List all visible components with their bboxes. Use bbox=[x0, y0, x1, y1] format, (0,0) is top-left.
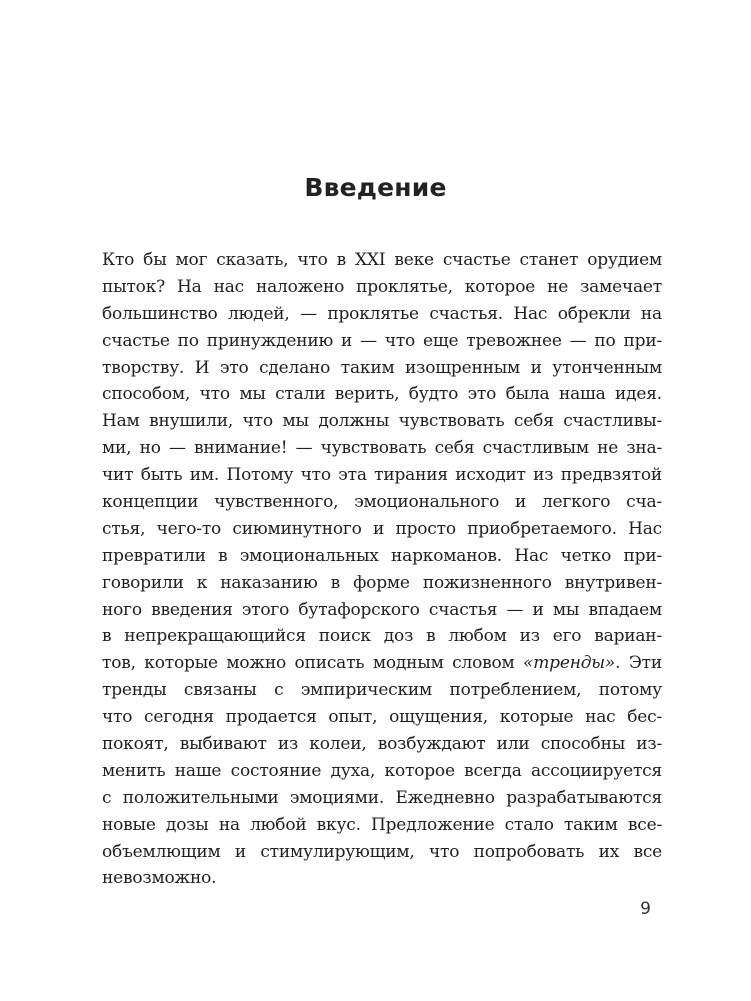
text-line: Нам внушили, что мы должны чувствовать себя счастливы- bbox=[102, 411, 662, 432]
text-line-with-italic bbox=[102, 650, 662, 677]
text-line: менить наше состояние духа, которое всегда ассоциируется bbox=[102, 760, 662, 781]
italic-term: «тренды» bbox=[523, 653, 616, 674]
text-line: творству. И это сделано таким изощренным и утонченным bbox=[102, 357, 662, 378]
text-line: с положительными эмоциями. Ежедневно разрабатываются bbox=[102, 787, 662, 808]
chapter-title: Введение bbox=[304, 173, 447, 202]
text-segment: . Эти bbox=[615, 653, 662, 674]
text-line: ми, но — внимание! — чувствовать себя счастливым не зна- bbox=[102, 438, 662, 459]
text-line: стья, чего-то сиюминутного и просто приобретаемого. Нас bbox=[102, 518, 662, 539]
text-line: пыток? На нас наложено проклятье, которое не замечает bbox=[102, 276, 662, 297]
text-line: что сегодня продается опыт, ощущения, которые нас бес- bbox=[102, 707, 662, 728]
page-number: 9 bbox=[640, 899, 651, 919]
text-line: новые дозы на любой вкус. Предложение стало таким все- bbox=[102, 814, 662, 835]
text-line: Кто бы мог сказать, что в XXI веке счастье станет орудием bbox=[102, 250, 662, 270]
text-line: превратили в эмоциональных наркоманов. Нас четко при- bbox=[102, 545, 662, 566]
text-line: большинство людей, — проклятье счастья. Нас обрекли на bbox=[102, 303, 662, 324]
text-line: концепции чувственного, эмоционального и легкого сча- bbox=[102, 492, 662, 513]
text-line: тренды связаны с эмпирическим потреблением, потому bbox=[102, 680, 662, 701]
text-line: чит быть им. Потому что эта тирания исходит из предвзятой bbox=[102, 465, 662, 486]
text-line: ного введения этого бутафорского счастья — и мы впадаем bbox=[102, 599, 662, 620]
text-line: способом, что мы стали верить, будто это была наша идея. bbox=[102, 384, 662, 405]
text-line: объемлющим и стимулирующим, что попробовать их все bbox=[102, 841, 662, 862]
text-segment: тов, которые можно описать модным словом bbox=[102, 653, 515, 674]
text-line: счастье по принуждению и — что еще тревожнее — по при- bbox=[102, 330, 662, 351]
text-line: покоят, выбивают из колеи, возбуждают или способны из- bbox=[102, 734, 662, 755]
chapter-body bbox=[102, 247, 662, 892]
text-line: в непрекращающийся поиск доз в любом из его вариан- bbox=[102, 626, 662, 647]
text-line: невозможно. bbox=[102, 868, 217, 889]
text-line: говорили к наказанию в форме пожизненного внутривен- bbox=[102, 572, 662, 593]
